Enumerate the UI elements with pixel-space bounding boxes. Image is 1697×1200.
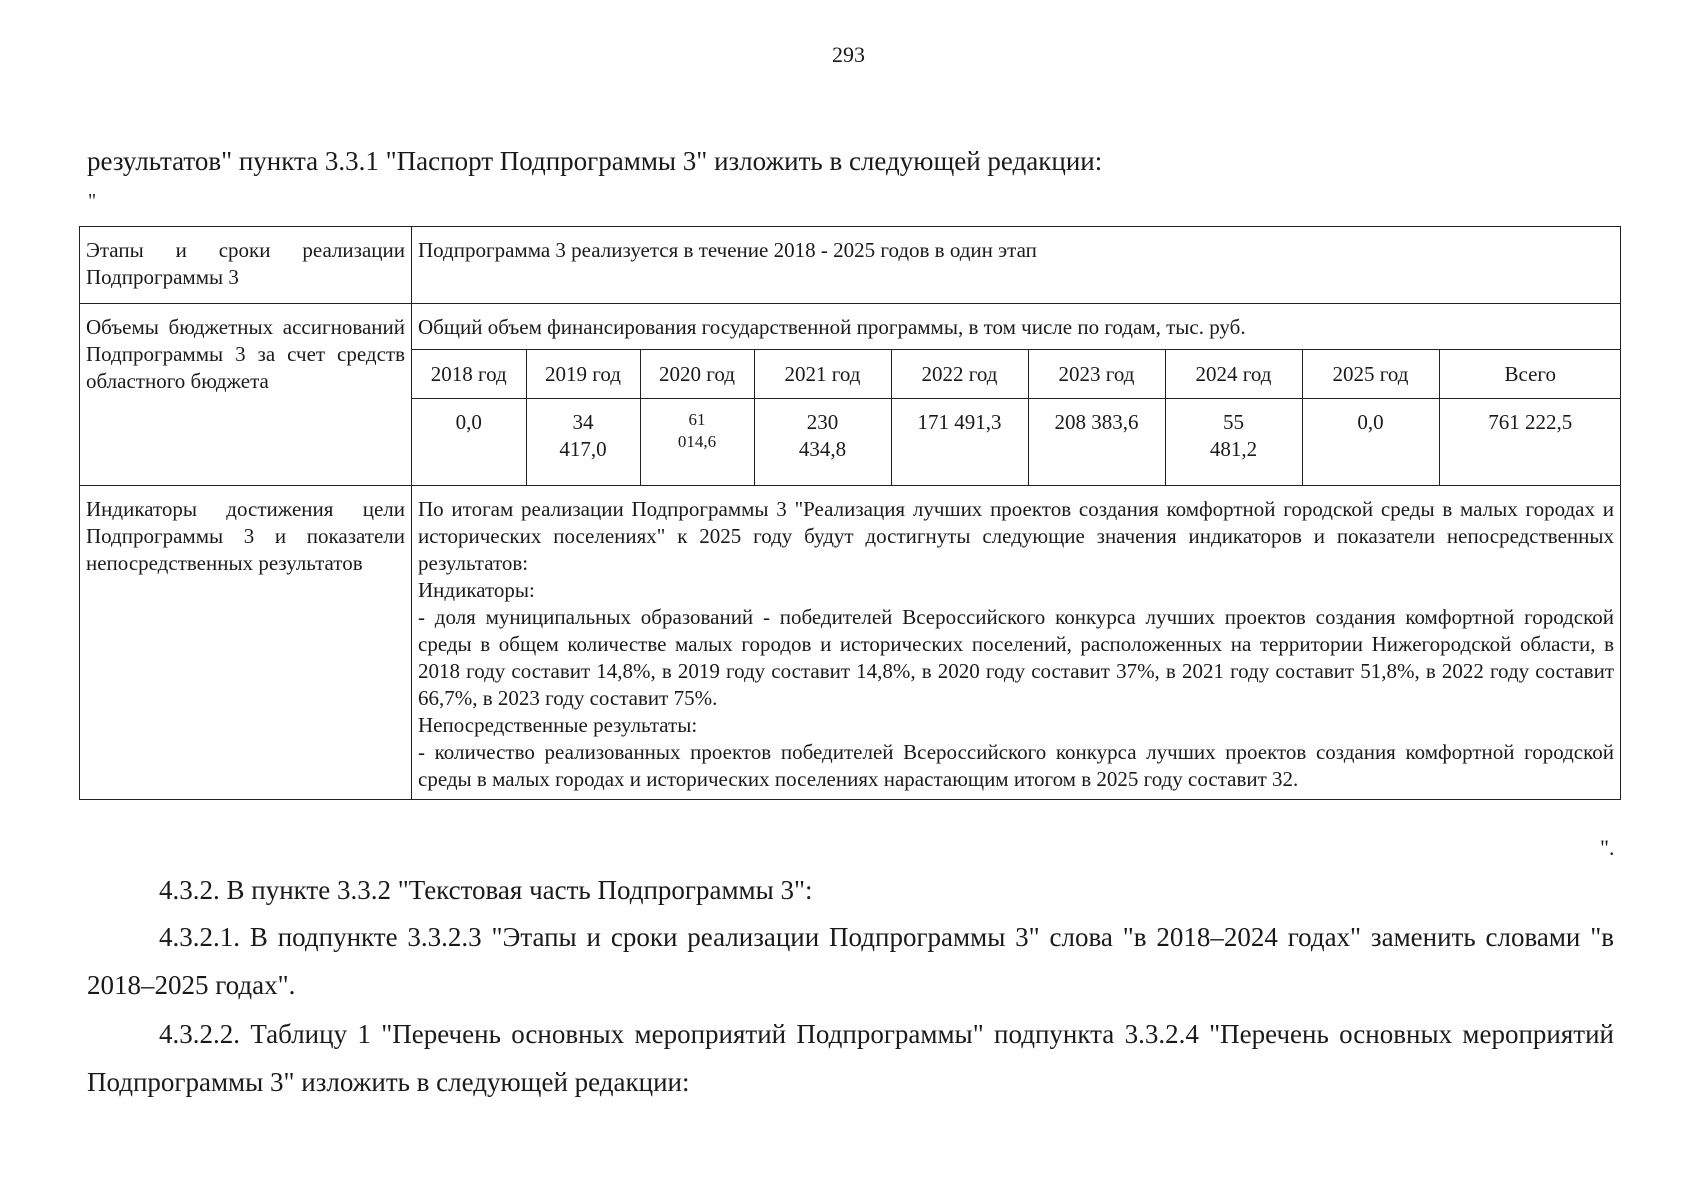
budget-content: [412, 304, 1621, 486]
stages-content: Подпрограмма 3 реализуется в течение 2018 - 2025 годов в один этап: [412, 227, 1621, 304]
value-2018: 0,0: [412, 399, 526, 486]
year-2019-header: 2019 год: [526, 350, 640, 399]
value-2025: 0,0: [1302, 399, 1439, 486]
indicators-intro: По итогам реализации Подпрограммы 3 "Реализация лучших проектов создания комфортной городской среды в малых городах и исторических поселениях" к 2025 году будут достигнуты следующие значения индикаторов и показатели непосредственных результатов:: [418, 497, 1614, 575]
indicators-label: Индикаторы достижения цели Подпрограммы 3 и показатели непосредственных результатов: [80, 486, 412, 800]
year-header-row: [412, 350, 1621, 399]
paragraph-4-3-2-1: 4.3.2.1. В подпункте 3.3.2.3 "Этапы и сроки реализации Подпрограммы 3" слова "в 2018–2024 годах" заменить словами "в 2018–2025 годах".: [87, 922, 1614, 1000]
open-quote: ": [88, 190, 97, 212]
stages-label: Этапы и сроки реализации Подпрограммы 3: [80, 227, 412, 304]
indicator-item: - доля муниципальных образований - победителей Всероссийского конкурса лучших проектов создания комфортной городской среды в общем количестве малых городов и исторических поселений, расположенных на территории Нижегородской области, в 2018 году составит 14,8%, в 2019 году составит 14,8%, в 2020 году составит 37%, в 2021 году составит 51,8%, в 2022 году составит 66,7%, в 2023 году составит 75%.: [418, 605, 1614, 710]
total-header: Всего: [1439, 350, 1621, 399]
paragraph-4-3-2-2: 4.3.2.2. Таблицу 1 "Перечень основных мероприятий Подпрограммы" подпункта 3.3.2.4 "Перечень основных мероприятий Подпрограммы 3" изложить в следующей редакции:: [87, 1019, 1614, 1097]
year-2022-header: 2022 год: [891, 350, 1028, 399]
financing-table: [412, 349, 1621, 485]
value-2024: 55 481,2: [1165, 399, 1302, 486]
budget-label: Объемы бюджетных ассигнований Подпрограммы 3 за счет средств областного бюджета: [80, 304, 412, 486]
budget-row: [80, 304, 1621, 486]
value-row: [412, 399, 1621, 486]
subprogram-passport-table: [79, 226, 1621, 800]
year-2021-header: 2021 год: [754, 350, 891, 399]
paragraph-4-3-2: 4.3.2. В пункте 3.3.2 "Текстовая часть Подпрограммы 3":: [159, 875, 813, 905]
result-item: - количество реализованных проектов победителей Всероссийского конкурса лучших проектов создания комфортной городской среды в малых городах и исторических поселениях нарастающим итогом в 2025 году составит 32.: [418, 740, 1614, 791]
stages-row: [80, 227, 1621, 304]
value-total: 761 222,5: [1439, 399, 1621, 486]
year-2020-header: 2020 год: [640, 350, 754, 399]
close-quote: ".: [1600, 835, 1615, 860]
value-2020: 61 014,6: [640, 399, 754, 486]
value-2023: 208 383,6: [1028, 399, 1165, 486]
lead-line: результатов" пункта 3.3.1 "Паспорт Подпрограммы 3" изложить в следующей редакции:: [87, 146, 1103, 176]
value-2022: 171 491,3: [891, 399, 1028, 486]
year-2025-header: 2025 год: [1302, 350, 1439, 399]
value-2021: 230 434,8: [754, 399, 891, 486]
year-2023-header: 2023 год: [1028, 350, 1165, 399]
indicators-row: [80, 486, 1621, 800]
results-heading: Непосредственные результаты:: [418, 713, 698, 737]
indicators-heading: Индикаторы:: [418, 578, 535, 602]
indicators-content: [412, 486, 1621, 800]
financing-title: Общий объем финансирования государственной программы, в том числе по годам, тыс. руб.: [418, 315, 1246, 339]
year-2024-header: 2024 год: [1165, 350, 1302, 399]
page-number: 293: [832, 42, 865, 67]
value-2019: 34 417,0: [526, 399, 640, 486]
year-2018-header: 2018 год: [412, 350, 526, 399]
